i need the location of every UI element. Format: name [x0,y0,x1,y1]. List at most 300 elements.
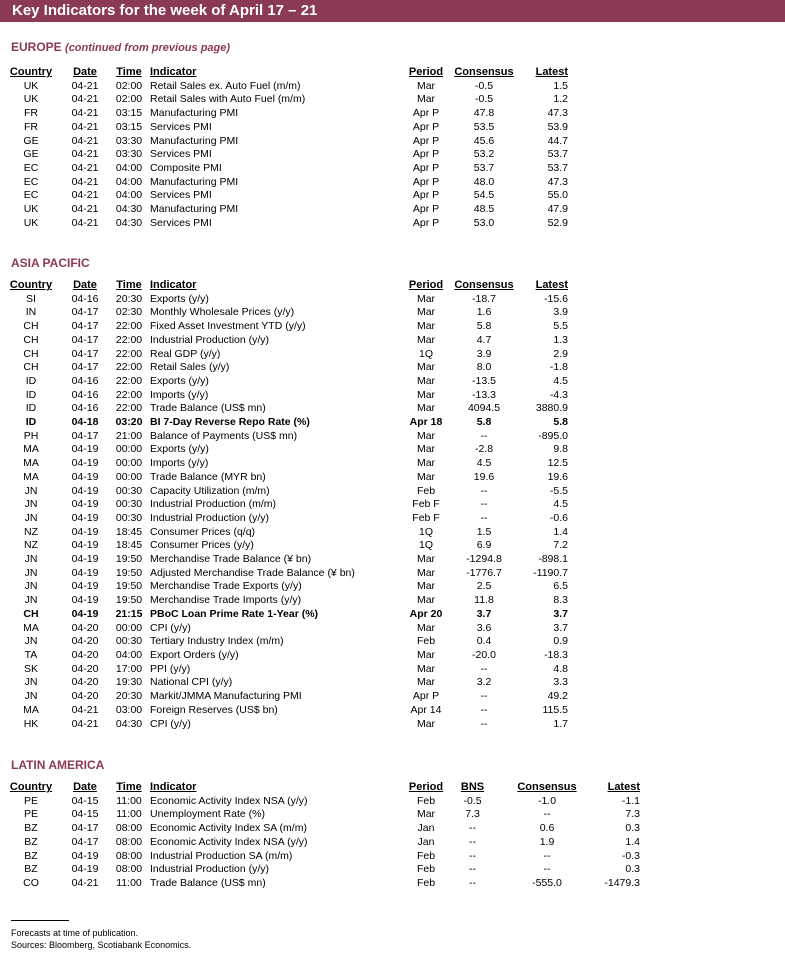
indicator-cell: Consumer Prices (q/q) [150,525,256,538]
period-cell: Feb [416,484,436,497]
country-cell: GE [23,134,39,147]
latest-cell: 3.9 [553,306,568,319]
country-cell: BZ [24,835,38,848]
country-cell: MA [23,621,39,634]
country-cell: CH [23,347,39,360]
time-cell: 11:00 [116,794,142,807]
country-cell: FR [24,120,38,133]
consensus-cell: 3.6 [476,621,492,634]
table-row [0,107,586,121]
latest-cell: 53.7 [547,161,568,174]
column-header: Country [9,66,53,78]
date-cell: 04-20 [71,635,99,648]
time-cell: 02:00 [115,79,143,92]
period-cell: Jan [417,835,435,848]
europe-heading-note: (continued from previous page) [65,42,231,54]
table-row [0,203,586,217]
indicator-cell: Industrial Production (y/y) [150,333,270,346]
table-row [0,320,586,334]
latam-heading: LATIN AMERICA [11,758,105,772]
column-header: Date [73,781,97,793]
latest-cell: 3.7 [553,607,568,620]
column-header: Consensus [454,66,514,78]
period-cell: Mar [416,443,436,456]
table-row [0,795,654,809]
date-cell: 04-19 [71,566,99,579]
consensus-cell: 3.9 [476,347,492,360]
country-cell: UK [23,216,39,229]
date-cell: 04-21 [71,175,99,188]
table-row [0,635,586,649]
table-header-row [0,781,654,795]
latest-cell: 9.8 [553,443,568,456]
consensus-cell: -- [543,863,551,876]
latest-cell: 2.9 [553,347,568,360]
table-row [0,306,586,320]
consensus-cell: 2.5 [476,580,492,593]
country-cell: BZ [24,849,38,862]
period-cell: Feb [416,876,436,889]
period-cell: Jan [417,822,435,835]
date-cell: 04-21 [71,216,99,229]
country-cell: EC [23,189,39,202]
latest-cell: -4.3 [549,388,568,401]
bns-cell: -- [469,849,476,862]
country-cell: JN [24,690,38,703]
period-cell: Mar [416,320,436,333]
indicator-cell: CPI (y/y) [150,621,191,634]
indicator-cell: Retail Sales (y/y) [150,361,230,374]
bns-cell: 7.3 [465,808,480,821]
consensus-cell: 1.9 [539,835,555,848]
country-cell: BZ [24,863,38,876]
indicator-cell: Composite PMI [150,161,222,174]
time-cell: 11:00 [116,876,142,889]
table-row [0,293,586,307]
country-cell: CH [23,333,39,346]
consensus-cell: 0.4 [476,635,492,648]
country-cell: EC [23,175,39,188]
indicator-cell: Economic Activity Index SA (m/m) [150,822,307,835]
period-cell: Mar [416,566,436,579]
period-cell: Mar [416,306,436,319]
indicator-cell: Services PMI [150,148,212,161]
consensus-cell: -2.8 [474,443,494,456]
latest-cell: 4.8 [553,662,568,675]
consensus-cell: -1.0 [537,794,557,807]
period-cell: Apr P [412,175,440,188]
latest-cell: -1.8 [549,361,568,374]
consensus-cell: 53.2 [473,148,495,161]
time-cell: 04:30 [115,216,143,229]
table-row [0,93,586,107]
table-row [0,348,586,362]
indicator-cell: Retail Sales with Auto Fuel (m/m) [150,93,306,106]
latest-cell: 6.5 [553,580,568,593]
table-row [0,498,586,512]
latest-cell: 5.8 [553,416,568,429]
country-cell: TA [24,648,38,661]
period-cell: Mar [416,662,436,675]
consensus-cell: -- [480,511,488,524]
indicator-cell: Balance of Payments (US$ mn) [150,429,298,442]
period-cell: Apr P [412,189,440,202]
period-cell: Feb [416,794,436,807]
time-cell: 18:45 [115,525,143,538]
country-cell: ID [25,416,37,429]
indicator-cell: National CPI (y/y) [150,676,233,689]
time-cell: 22:00 [115,333,143,346]
latest-cell: 4.5 [553,498,568,511]
consensus-cell: -- [480,484,488,497]
consensus-cell: 0.6 [539,822,555,835]
country-cell: MA [23,457,39,470]
latest-cell: 53.7 [547,148,568,161]
date-cell: 04-15 [71,808,99,821]
indicator-cell: Imports (y/y) [150,457,209,470]
indicator-cell: Unemployment Rate (%) [150,808,265,821]
latest-cell: 53.9 [547,120,568,133]
date-cell: 04-19 [71,553,99,566]
period-cell: Mar [416,79,436,92]
consensus-cell: 5.8 [476,320,492,333]
date-cell: 04-19 [71,470,99,483]
time-cell: 19:30 [115,676,143,689]
europe-heading [11,40,230,55]
date-cell: 04-18 [71,416,99,429]
table-row [0,567,586,581]
country-cell: CH [23,320,39,333]
latest-cell: -1.1 [621,794,640,807]
column-header: BNS [460,781,485,793]
time-cell: 03:20 [115,416,143,429]
date-cell: 04-19 [71,484,99,497]
table-row [0,135,586,149]
table-row [0,176,586,190]
indicator-cell: Exports (y/y) [150,374,209,387]
country-cell: CH [23,607,39,620]
consensus-cell: 48.5 [473,203,495,216]
consensus-cell: -555.0 [532,876,562,889]
date-cell: 04-17 [71,835,99,848]
time-cell: 19:50 [115,594,143,607]
country-cell: JN [24,484,38,497]
table-row [0,808,654,822]
latest-cell: 1.3 [553,333,568,346]
table-row [0,649,586,663]
country-cell: JN [24,498,38,511]
table-row [0,690,586,704]
indicator-cell: CPI (y/y) [150,717,191,730]
table-row [0,676,586,690]
table-row [0,485,586,499]
indicator-cell: Economic Activity Index NSA (y/y) [150,794,308,807]
consensus-cell: -- [480,662,488,675]
consensus-cell: -- [480,429,488,442]
table-row [0,622,586,636]
period-cell: Mar [416,93,436,106]
date-cell: 04-17 [71,429,99,442]
time-cell: 22:00 [115,320,143,333]
time-cell: 19:50 [115,553,143,566]
latest-cell: 1.5 [553,79,568,92]
indicator-cell: Monthly Wholesale Prices (y/y) [150,306,295,319]
consensus-cell: -13.5 [472,374,496,387]
latest-cell: 55.0 [547,189,568,202]
period-cell: Mar [416,808,436,821]
latest-cell: 0.3 [625,863,640,876]
date-cell: 04-21 [71,161,99,174]
indicator-cell: Industrial Production (y/y) [150,863,270,876]
consensus-cell: 3.7 [476,607,492,620]
time-cell: 00:00 [115,470,143,483]
country-cell: MA [23,443,39,456]
country-cell: NZ [24,525,38,538]
time-cell: 03:30 [115,134,143,147]
column-header: Period [408,781,444,793]
date-cell: 04-21 [71,134,99,147]
date-cell: 04-19 [71,511,99,524]
time-cell: 22:00 [115,361,143,374]
time-cell: 17:00 [115,662,143,675]
indicator-cell: Merchandise Trade Exports (y/y) [150,580,302,593]
indicator-cell: Foreign Reserves (US$ bn) [150,703,278,716]
column-header: Time [116,781,142,793]
time-cell: 21:00 [115,429,143,442]
period-cell: Apr P [412,203,440,216]
date-cell: 04-19 [71,457,99,470]
table-row [0,836,654,850]
time-cell: 19:50 [115,580,143,593]
indicator-cell: Industrial Production (m/m) [150,498,277,511]
column-header: Date [73,66,97,78]
date-cell: 04-21 [71,876,99,889]
consensus-cell: -20.0 [472,648,496,661]
date-cell: 04-20 [71,621,99,634]
indicator-cell: Consumer Prices (y/y) [150,539,254,552]
date-cell: 04-19 [71,849,99,862]
time-cell: 00:30 [115,511,143,524]
europe-table [0,66,586,230]
consensus-cell: -13.3 [472,388,496,401]
table-row [0,526,586,540]
latest-cell: 47.3 [547,107,568,120]
time-cell: 02:00 [115,93,143,106]
time-cell: 22:00 [115,374,143,387]
consensus-cell: 4094.5 [467,402,501,415]
latest-cell: -15.6 [544,292,568,305]
consensus-cell: 53.7 [473,161,495,174]
footnote-divider [11,920,69,921]
time-cell: 04:30 [115,717,143,730]
period-cell: Mar [416,594,436,607]
bns-cell: -- [469,876,476,889]
date-cell: 04-19 [71,863,99,876]
country-cell: EC [23,161,39,174]
table-row [0,389,586,403]
latest-cell: 3.7 [553,621,568,634]
date-cell: 04-21 [71,203,99,216]
consensus-cell: -0.5 [474,79,494,92]
latest-cell: -898.1 [538,553,568,566]
latest-cell: 1.2 [553,93,568,106]
indicator-cell: BI 7-Day Reverse Repo Rate (%) [150,416,310,429]
date-cell: 04-17 [71,333,99,346]
consensus-cell: 8.0 [476,361,492,374]
latest-cell: -18.3 [544,648,568,661]
latest-cell: 4.5 [553,374,568,387]
indicator-cell: Fixed Asset Investment YTD (y/y) [150,320,306,333]
page-title: Key Indicators for the week of April 17 – 21 [12,2,318,19]
table-row [0,217,586,231]
country-cell: GE [23,148,39,161]
time-cell: 03:15 [115,107,143,120]
time-cell: 21:15 [115,607,143,620]
date-cell: 04-20 [71,648,99,661]
indicator-cell: Capacity Utilization (m/m) [150,484,270,497]
date-cell: 04-21 [71,93,99,106]
indicator-cell: Imports (y/y) [150,388,209,401]
time-cell: 08:00 [115,849,143,862]
indicator-cell: Trade Balance (US$ mn) [150,876,266,889]
country-cell: ID [25,374,37,387]
latam-table [0,781,654,891]
consensus-cell: 3.2 [476,676,492,689]
latest-cell: 3.3 [553,676,568,689]
indicator-cell: Industrial Production (y/y) [150,511,270,524]
country-cell: SK [23,662,38,675]
period-cell: Mar [416,333,436,346]
date-cell: 04-21 [71,717,99,730]
time-cell: 22:00 [115,347,143,360]
period-cell: Feb F [412,498,440,511]
indicator-cell: Export Orders (y/y) [150,648,239,661]
bns-cell: -- [469,835,476,848]
latest-cell: 49.2 [547,690,568,703]
time-cell: 04:00 [115,189,143,202]
latest-cell: 52.9 [547,216,568,229]
date-cell: 04-21 [71,107,99,120]
period-cell: Mar [416,402,436,415]
period-cell: Mar [416,292,436,305]
column-header: Indicator [150,781,197,793]
date-cell: 04-16 [71,388,99,401]
table-row [0,416,586,430]
time-cell: 02:30 [115,306,143,319]
period-cell: 1Q [418,539,433,552]
time-cell: 04:00 [115,161,143,174]
table-row [0,553,586,567]
footnote-forecasts: Forecasts at time of publication. [11,928,139,938]
country-cell: JN [24,676,38,689]
consensus-cell: 1.6 [476,306,492,319]
table-row [0,443,586,457]
period-cell: Apr 20 [409,607,443,620]
column-header: Latest [607,781,640,793]
indicator-cell: Merchandise Trade Imports (y/y) [150,594,302,607]
consensus-cell: -- [480,703,488,716]
period-cell: Mar [416,717,436,730]
latest-cell: 8.3 [553,594,568,607]
period-cell: Apr P [412,148,440,161]
time-cell: 04:30 [115,203,143,216]
country-cell: ID [25,388,37,401]
consensus-cell: 54.5 [473,189,495,202]
latest-cell: 47.9 [547,203,568,216]
latest-cell: 12.5 [547,457,568,470]
consensus-cell: -1294.8 [466,553,502,566]
period-cell: Mar [416,361,436,374]
period-cell: Feb [416,863,436,876]
column-header: Period [408,66,444,78]
country-cell: JN [24,635,38,648]
consensus-cell: 48.0 [473,175,495,188]
date-cell: 04-20 [71,690,99,703]
consensus-cell: 53.5 [473,120,495,133]
indicator-cell: PPI (y/y) [150,662,191,675]
country-cell: IN [25,306,37,319]
country-cell: CH [23,361,39,374]
latest-cell: 7.3 [625,808,640,821]
indicator-cell: Merchandise Trade Balance (¥ bn) [150,553,312,566]
country-cell: ID [25,402,37,415]
date-cell: 04-20 [71,662,99,675]
table-row [0,539,586,553]
period-cell: Mar [416,580,436,593]
consensus-cell: 19.6 [473,470,495,483]
table-header-row [0,66,586,80]
latest-cell: 19.6 [547,470,568,483]
consensus-cell: 11.8 [474,594,494,607]
column-header: Country [9,781,53,793]
table-row [0,471,586,485]
indicator-cell: Trade Balance (MYR bn) [150,470,266,483]
asia-heading: ASIA PACIFIC [11,256,90,270]
indicator-cell: Real GDP (y/y) [150,347,221,360]
table-row [0,718,586,732]
latest-cell: 44.7 [547,134,568,147]
consensus-cell: -- [480,498,488,511]
date-cell: 04-17 [71,306,99,319]
time-cell: 00:30 [115,635,143,648]
consensus-cell: 53.0 [473,216,495,229]
country-cell: SI [26,292,36,305]
time-cell: 03:00 [115,703,143,716]
date-cell: 04-19 [71,443,99,456]
time-cell: 11:00 [116,808,142,821]
time-cell: 04:00 [115,175,143,188]
country-cell: JN [24,553,38,566]
consensus-cell: 6.9 [476,539,492,552]
time-cell: 00:30 [115,498,143,511]
time-cell: 00:00 [115,443,143,456]
latest-cell: 3880.9 [535,402,568,415]
time-cell: 20:30 [115,292,143,305]
date-cell: 04-19 [71,525,99,538]
country-cell: HK [23,717,39,730]
table-row [0,580,586,594]
country-cell: JN [24,511,38,524]
date-cell: 04-17 [71,320,99,333]
table-row [0,334,586,348]
date-cell: 04-21 [71,189,99,202]
date-cell: 04-21 [71,79,99,92]
latest-cell: 5.5 [553,320,568,333]
period-cell: Feb F [412,511,440,524]
country-cell: NZ [24,539,38,552]
latest-cell: 1.4 [625,835,640,848]
period-cell: Apr P [412,107,440,120]
